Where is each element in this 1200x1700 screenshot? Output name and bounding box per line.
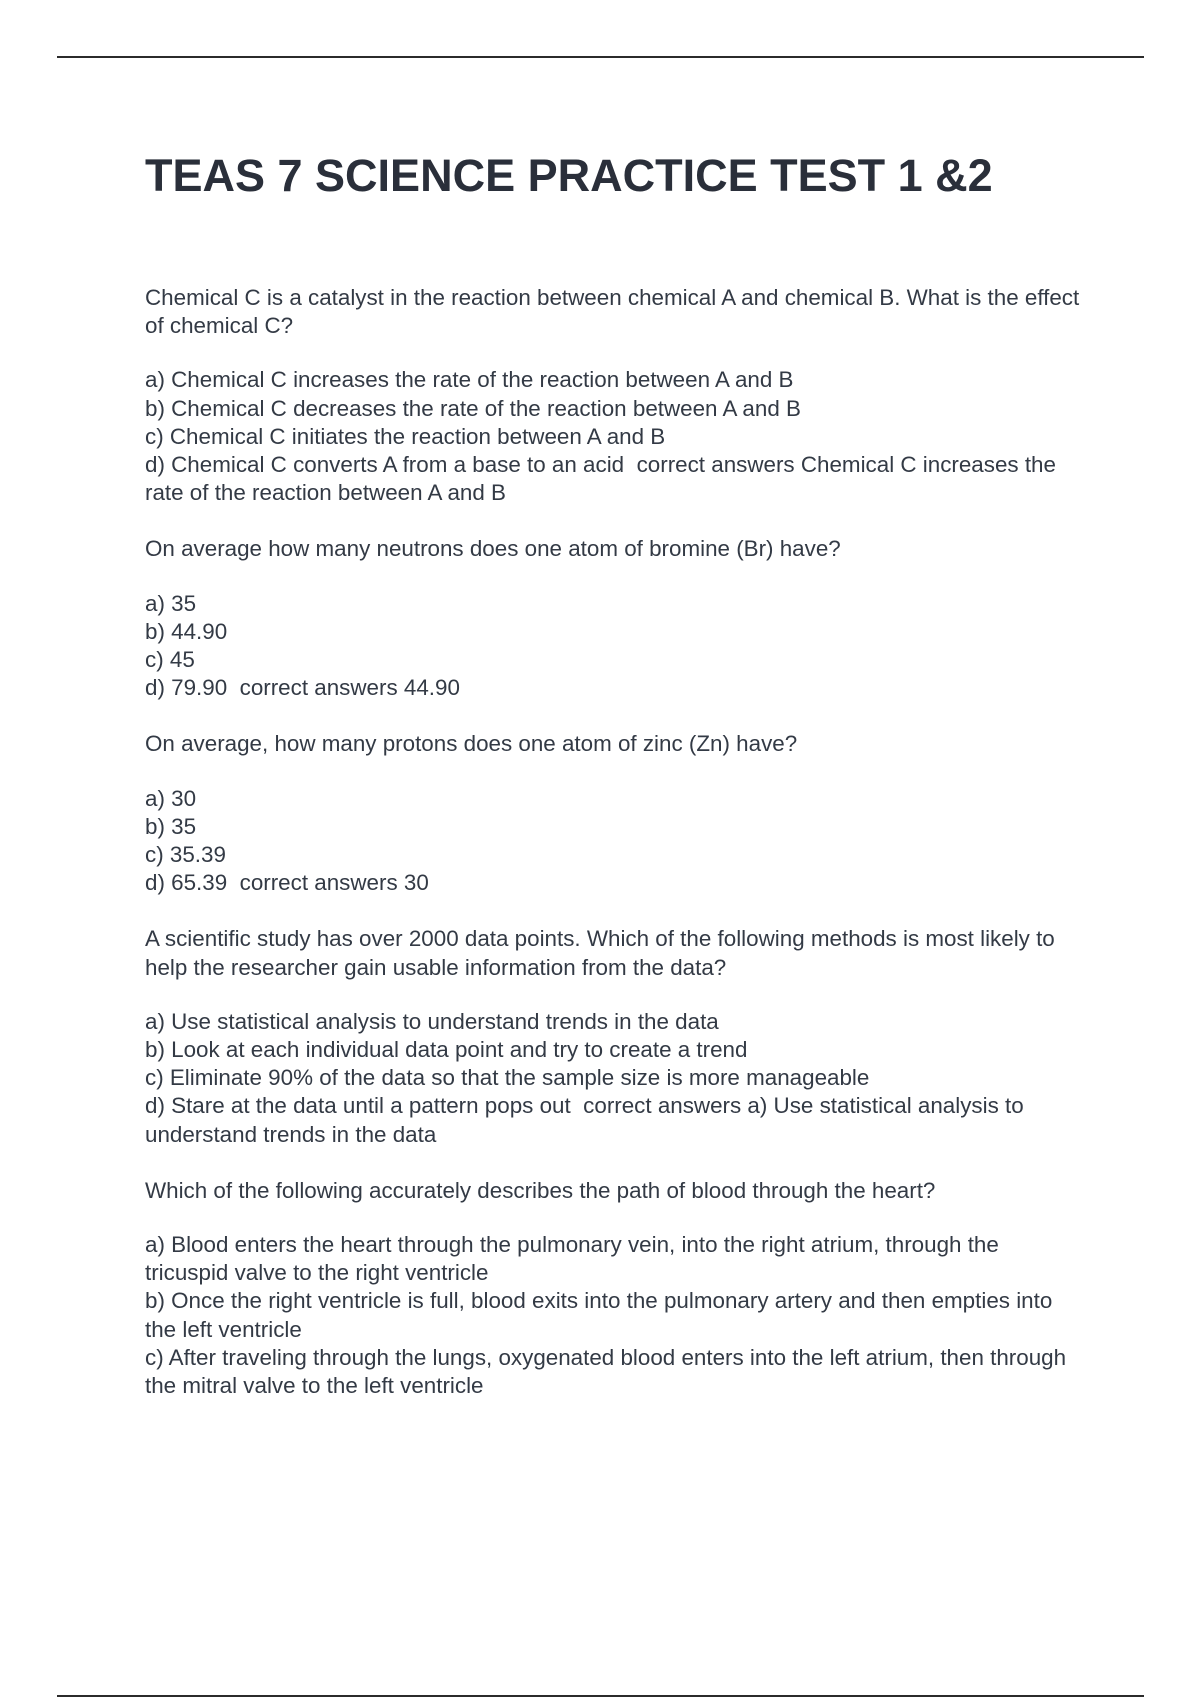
correct-answer: correct answers a) Use statistical analysis to understand trends in the data bbox=[145, 1093, 1024, 1147]
question-text: Chemical C is a catalyst in the reaction between chemical A and chemical B. What is the effect of chemical C? bbox=[145, 285, 1080, 339]
option-c: c) 45 bbox=[145, 647, 195, 673]
option-d: d) 79.90 bbox=[145, 675, 228, 701]
correct-answer: correct answers 30 bbox=[239, 870, 429, 896]
option-a: a) Blood enters the heart through the pulmonary vein, into the right atrium, through the tricuspid valve to the right ventricle bbox=[145, 1232, 999, 1286]
question-list bbox=[145, 284, 1085, 1428]
option-d: d) Chemical C converts A from a base to an acid bbox=[145, 452, 625, 478]
correct-answer: correct answers 44.90 bbox=[239, 675, 460, 701]
top-divider bbox=[57, 56, 1144, 58]
question-text: On average, how many protons does one atom of zinc (Zn) have? bbox=[145, 731, 798, 757]
option-b: b) 35 bbox=[145, 813, 197, 839]
option-a: a) 30 bbox=[145, 785, 197, 811]
page-title: TEAS 7 SCIENCE PRACTICE TEST 1 &2 bbox=[145, 150, 993, 201]
option-c: c) After traveling through the lungs, oxygenated blood enters into the left atrium, then through the mitral valve to the left ventricle bbox=[145, 1344, 1067, 1399]
question-text: Which of the following accurately describes the path of blood through the heart? bbox=[145, 1177, 936, 1203]
question-block-4 bbox=[145, 925, 1085, 1148]
option-b: b) Look at each individual data point and try to create a trend bbox=[145, 1037, 748, 1063]
option-a: a) 35 bbox=[145, 590, 197, 616]
option-d-with-answer bbox=[145, 1092, 1085, 1148]
option-b: b) Chemical C decreases the rate of the reaction between A and B bbox=[145, 395, 801, 421]
question-block-5 bbox=[145, 1177, 1085, 1400]
option-b: b) Once the right ventricle is full, blood exits into the pulmonary artery and then empties into the left ventricle bbox=[145, 1288, 1053, 1342]
option-d-with-answer bbox=[145, 451, 1085, 507]
correct-answer: correct answers Chemical C increases the rate of the reaction between A and B bbox=[145, 452, 1056, 506]
question-text: On average how many neutrons does one atom of bromine (Br) have? bbox=[145, 536, 841, 562]
question-block-1 bbox=[145, 284, 1085, 507]
option-d: d) 65.39 bbox=[145, 870, 228, 896]
option-d: d) Stare at the data until a pattern pops out bbox=[145, 1093, 571, 1119]
option-b: b) 44.90 bbox=[145, 618, 228, 644]
option-d-with-answer bbox=[145, 869, 1085, 897]
option-a: a) Chemical C increases the rate of the reaction between A and B bbox=[145, 367, 794, 393]
question-block-3 bbox=[145, 730, 1085, 897]
question-text: A scientific study has over 2000 data points. Which of the following methods is most likely to help the researcher gain usable information from the data? bbox=[145, 926, 1055, 980]
option-c: c) Chemical C initiates the reaction between A and B bbox=[145, 423, 666, 449]
bottom-divider bbox=[57, 1695, 1144, 1697]
option-d-with-answer bbox=[145, 674, 1085, 702]
question-block-2 bbox=[145, 535, 1085, 702]
option-c: c) 35.39 bbox=[145, 842, 226, 868]
option-c: c) Eliminate 90% of the data so that the sample size is more manageable bbox=[145, 1065, 870, 1091]
option-a: a) Use statistical analysis to understand trends in the data bbox=[145, 1008, 719, 1034]
